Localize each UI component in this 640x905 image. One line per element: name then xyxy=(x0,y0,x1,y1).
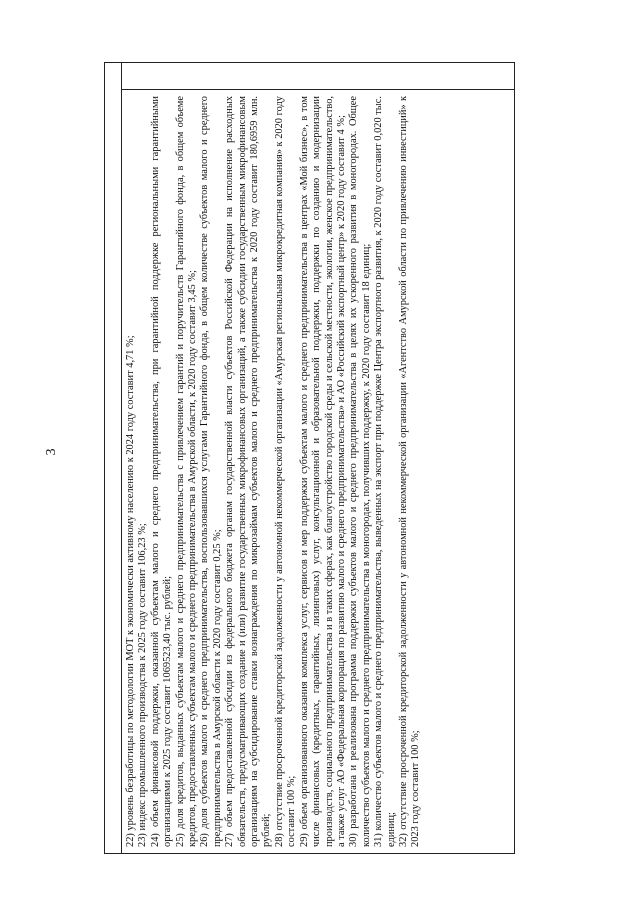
empty-right-cell xyxy=(122,63,514,90)
table-body-row xyxy=(122,63,514,853)
indicator-item-28: 28) отсутствие просроченной кредиторской задолженности у автономной некоммерческой организации «Амурская региональная микрокредитная компания» к 2020 году составит 100 %; xyxy=(273,96,298,847)
indicator-item-24: 24) объем финансовой поддержки, оказанной субъектам малого и среднего предпринимательства, при гарантийной поддержке региональными гарантийными организациями к 2025 году составит 1069523,40 тыс. рублей; xyxy=(149,96,174,847)
indicator-item-25: 25) доля кредитов, выданных субъектам малого и среднего предпринимательства с привлечением гарантий и поручительств Гарантийного фонда, в общем объеме кредитов, предоставленных субъектам малого и среднего предпринимательства в Амурской области, к 2020 году составит 3,45 %; xyxy=(174,96,199,847)
indicator-item-29: 29) объем организованного оказания комплекса услуг, сервисов и мер поддержки субъектам малого и среднего предпринимательства в центрах «Мой бизнес», в том числе финансовых (кредитных, гарантийных, лизинговых) услуг, консультационной и образовательной поддержки, поддержки по созданию и модернизации производств, социального предпринимательства и в таких сферах, как благоустройство городской среды и сельской местности, экологии, женское предпринимательство, а также услуг АО «Федеральная корпорация по развитию малого и среднего предпринимательства» и АО «Российский экспортный центр» к 2020 году составит 4 %; xyxy=(298,96,347,847)
indicators-text-cell xyxy=(122,90,514,853)
table-header-row xyxy=(105,63,122,853)
page-number: 3 xyxy=(44,448,59,456)
indicator-item-27: 27) объем предоставленной субсидии из федерального бюджета органам государственной власти субъектов Российской Федерации на исполнение расходных обязательств, предусматривающих создание и (или) развитие государственных микрофинансовых организаций, а также субсидии государственным микрофинансовым организациям на субсидирование ставки вознаграждения по микрозаймам субъектов малого и среднего предпринимательства к 2020 году составит 180,6959 млн. рублей; xyxy=(224,96,273,847)
indicators-table xyxy=(105,63,514,853)
rotated-content xyxy=(105,63,514,853)
table-frame xyxy=(104,62,515,854)
indicator-item-26: 26) доля субъектов малого и среднего предпринимательства, воспользовавшихся услугами Гарантийного фонда, в общем количестве субъектов малого и среднего предпринимательства в Амурской области к 2020 году составит 0,25 %; xyxy=(199,96,223,847)
indicator-item-23: 23) индекс промышленного производства к 2025 году составит 106,23 %; xyxy=(137,523,149,847)
indicator-item-32: 32) отсутствие просроченной кредиторской задолженности у автономной некоммерческой организации «Агентство Амурской области по привлечению инвестиций» к 2023 году составит 100 %; xyxy=(397,96,422,847)
indicator-item-22: 22) уровень безработицы по методологии МОТ к экономически активному населению к 2024 году составит 4,71 %; xyxy=(125,335,136,847)
indicator-item-30: 30) разработана и реализована программа поддержки субъектов малого и среднего предпринимательства в целях их ускоренного развития в моногородах. Общее количество субъектов малого и среднего предпринимательства в моногородах, получивших поддержку, к 2020 году составит 18 единиц; xyxy=(348,96,372,847)
indicator-item-31: 31) количество субъектов малого и среднего предпринимательства, выведенных на экспорт при поддержке Центра экспортного развития, к 2020 году составит 0,020 тыс. единиц; xyxy=(373,96,397,847)
